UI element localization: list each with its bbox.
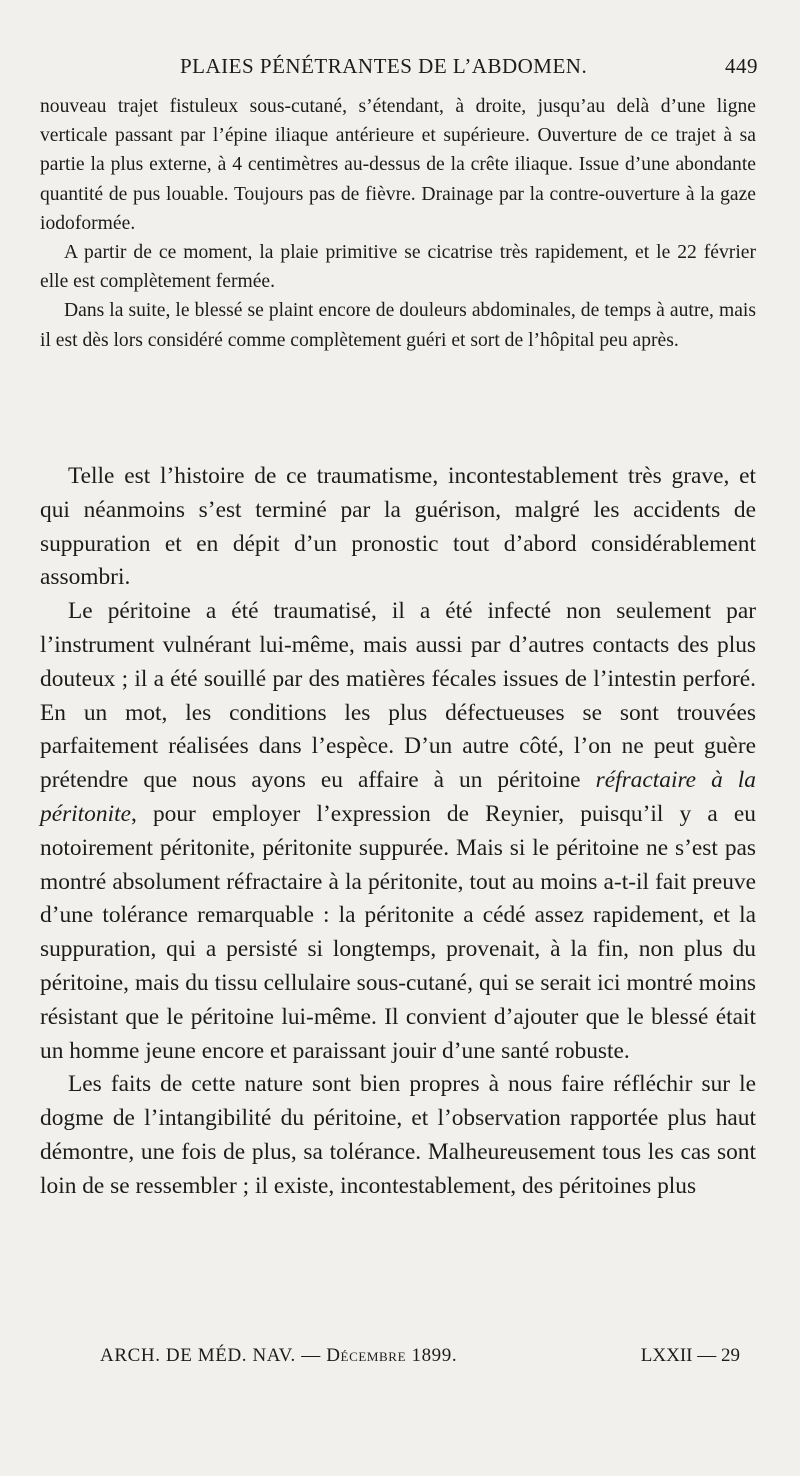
paragraph: A partir de ce moment, la plaie primitive se cicatrise très rapidement, et le 22 février elle est complètement fermée.	[40, 242, 756, 293]
paragraph: Telle est l’histoire de ce traumatisme, incontestablement très grave, et qui néanmoins s’est terminé par la guérison, malgré les accidents de suppuration et en dépit d’un pronostic tout d’abord considérablement assombri.	[40, 463, 756, 591]
text-run: , pour employer l’expression de Reynier, puisqu’il y a eu notoirement péritonite, péritonite suppurée. Mais si le péritoine ne s’est pas montré absolument réfractaire à la péritonite, tout au moins a-t-il fait preuve d’une tolérance remarquable : la péritonite a cédé assez rapidement, et la suppuration, qui a persisté si longtemps, provenait, à la fin, non plus du péritoine, mais du tissu cellulaire sous-cutané, qui se serait ici montré moins résistant que le péritoine lui-même. Il convient d’ajouter que le blessé était un homme jeune encore et paraissant jouir d’une santé robuste.	[40, 800, 756, 1064]
journal-reference: ARCH. DE MÉD. NAV. — Décembre 1899.	[100, 1345, 458, 1366]
running-header	[170, 54, 760, 84]
paragraph: nouveau trajet fistuleux sous-cutané, s’étendant, à droite, jusqu’au delà d’une ligne verticale passant par l’épine iliaque antérieure et supérieure. Ouverture de ce trajet à sa partie la plus externe, à 4 centimètres au-dessus de la crête iliaque. Issue d’une abondante quantité de pus louable. Toujours pas de fièvre. Drainage par la contre-ouverture à la gaze iodoformée.	[40, 96, 756, 234]
text-run: Le péritoine a été traumatisé, il a été infecté non seulement par l’instrument vulnérant lui-même, mais aussi par d’autres contacts des plus douteux ; il a été souillé par des matières fécales issues de l’intestin perforé. En un mot, les conditions les plus défectueuses se sont trouvées parfaitement réalisées dans l’espèce. D’un autre côté, l’on ne peut guère prétendre que nous ayons eu affaire à un péritoine	[40, 598, 756, 794]
paragraph	[40, 595, 756, 1068]
header-title: PLAIES PÉNÉTRANTES DE L’ABDOMEN.	[180, 54, 588, 78]
volume-signature: LXXII — 29	[640, 1345, 740, 1366]
page-number: 449	[725, 54, 758, 78]
page-footer	[100, 1345, 740, 1375]
paragraph: Dans la suite, le blessé se plaint encore de douleurs abdominales, de temps à autre, mais il est dès lors considéré comme complètement guéri et sort de l’hôpital peu après.	[40, 300, 756, 351]
discussion-section	[40, 460, 756, 1204]
italic-phrase: réfractaire à la péritonite	[40, 767, 756, 827]
paragraph: Les faits de cette nature sont bien propres à nous faire réfléchir sur le dogme de l’intangibilité du péritoine, et l’observation rapportée plus haut démontre, une fois de plus, sa tolérance. Malheureusement tous les cas sont loin de se ressembler ; il existe, incontestablement, des péritoines plus	[40, 1071, 756, 1199]
case-report-section	[40, 92, 756, 355]
